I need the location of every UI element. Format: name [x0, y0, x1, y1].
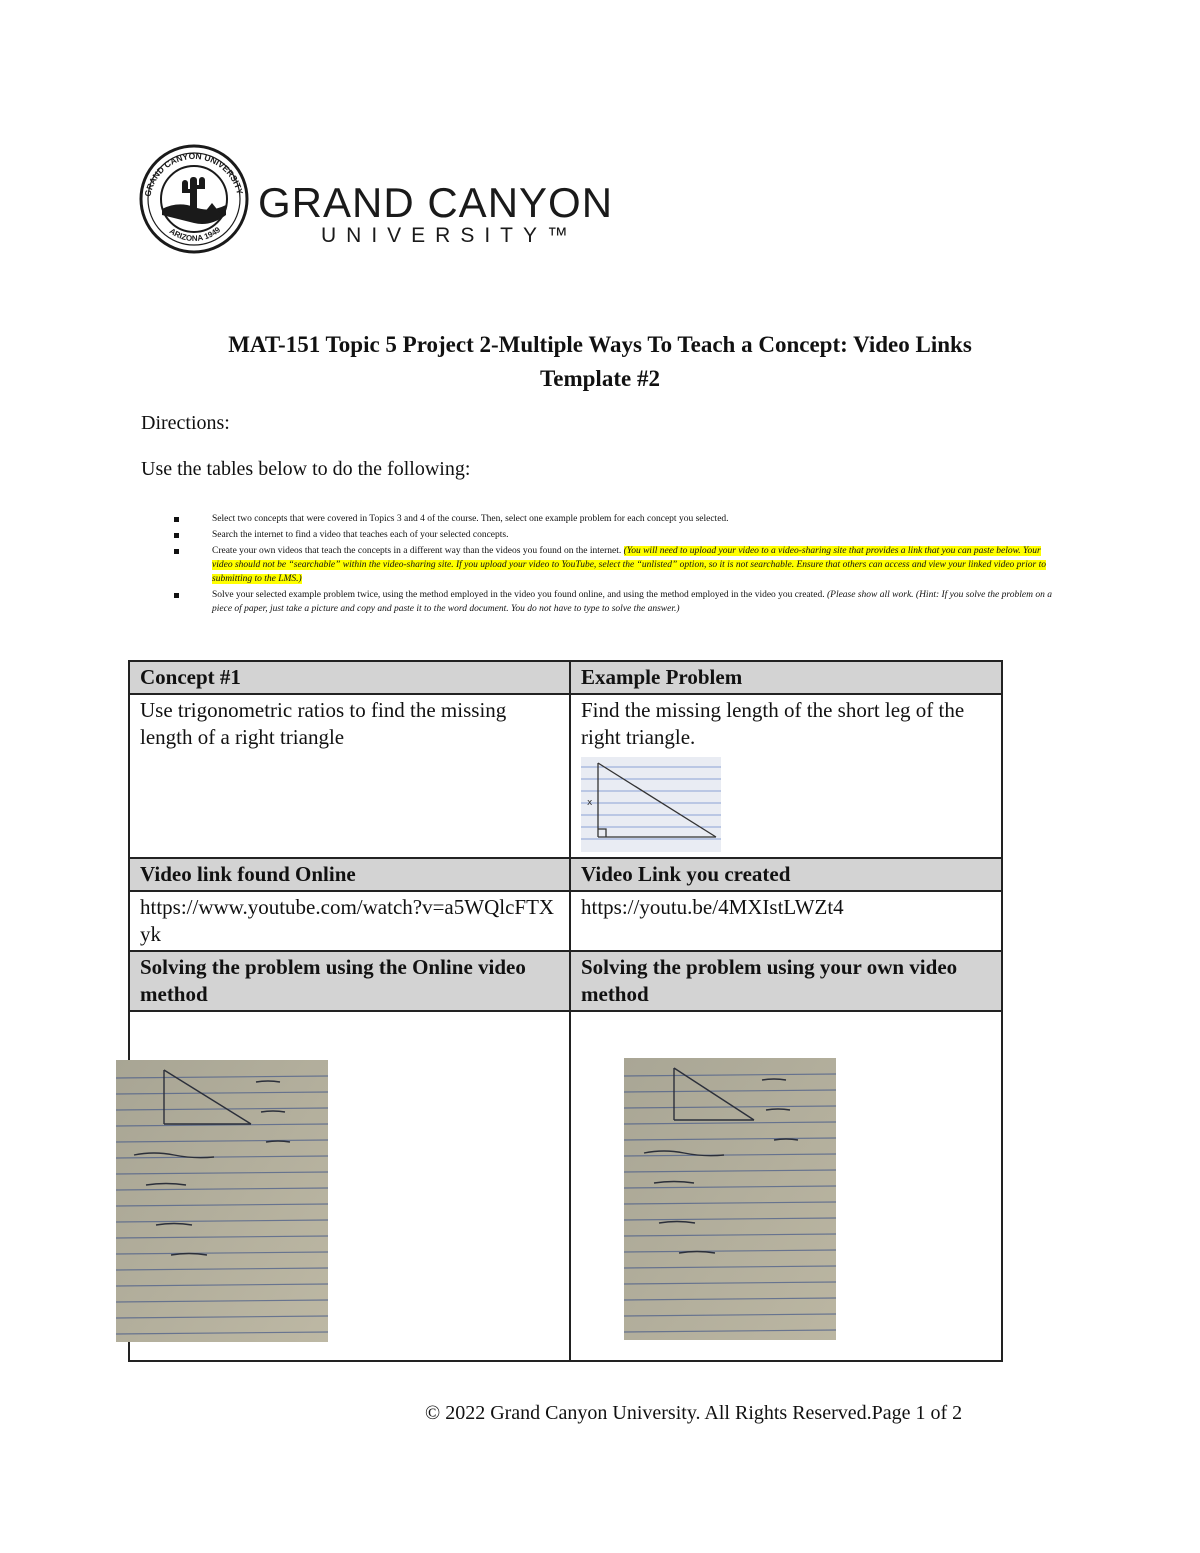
- list-item: Select two concepts that were covered in Topics 3 and 4 of the course. Then, select one example problem for each concept you selected.: [172, 512, 1062, 526]
- brand-name: GRAND CANYON: [258, 179, 614, 226]
- university-seal-icon: [138, 143, 250, 255]
- example-text: Find the missing length of the short leg of the right triangle.: [581, 698, 965, 749]
- video-created-header: Video Link you created: [570, 858, 1002, 891]
- directions-label: Directions:: [141, 412, 230, 434]
- work-note: (Please show all work. (Hint: If you solve the problem on a piece of paper, just take a picture and copy and paste it to the word document. You do not have to type to solve the answer.): [212, 590, 1052, 614]
- page-footer: © 2022 Grand Canyon University. All Rights Reserved.Page 1 of 2: [425, 1402, 963, 1424]
- title-line-1: MAT-151 Topic 5 Project 2-Multiple Ways To Teach a Concept: Video Links: [228, 332, 972, 357]
- video-online-header: Video link found Online: [129, 858, 570, 891]
- triangle-diagram-icon: [581, 757, 721, 852]
- title-line-2: Template #2: [540, 366, 660, 391]
- concept-header: Concept #1: [129, 661, 570, 694]
- list-item: Search the internet to find a video that teaches each of your selected concepts.: [172, 528, 1062, 542]
- svg-text:GRAND CANYON UNIVERSITY: GRAND CANYON UNIVERSITY: [142, 150, 246, 198]
- directions-list: [172, 512, 1062, 618]
- document-title: [130, 328, 1070, 396]
- example-header: Example Problem: [570, 661, 1002, 694]
- highlighted-note: (You will need to upload your video to a video-sharing site that provides a link that you can paste below. Your video should not be “searchable” within the video-sharing site. If you upload your video to YouTube, select the “unlisted” option, so it is not searchable. Ensure that others can access and view your linked video prior to submitting to the LMS.): [212, 546, 1046, 584]
- university-logo: [138, 143, 628, 253]
- online-method-work-photo: [116, 1060, 328, 1342]
- svg-text:ARIZONA 1949: ARIZONA 1949: [167, 225, 223, 244]
- own-method-work-photo: [624, 1058, 836, 1340]
- solve-online-header: Solving the problem using the Online video method: [129, 951, 570, 1011]
- list-item: Solve your selected example problem twice, using the method employed in the video you found online, and using the method employed in the video you created. (Please show all work. (Hint: If you solve the problem on a piece of paper, just take a picture and copy and paste it to the word document. You do not have to type to solve the answer.): [172, 588, 1062, 616]
- list-item: Create your own videos that teach the concepts in a different way than the videos you found on the internet. (You will need to upload your video to a video-sharing site that provides a link that you can paste below. Your video should not be “searchable” within the video-sharing site. If you upload your video to YouTube, select the “unlisted” option, so it is not searchable. Ensure that others can access and view your linked video prior to submitting to the LMS.): [172, 544, 1062, 586]
- video-online-link[interactable]: https://www.youtube.com/watch?v=a5WQlcFTXyk: [129, 891, 570, 951]
- bullet-icon: [174, 593, 179, 598]
- solve-own-header: Solving the problem using your own video method: [570, 951, 1002, 1011]
- instructions-text: Use the tables below to do the following:: [141, 458, 471, 480]
- bullet-icon: [174, 517, 179, 522]
- example-cell: [570, 694, 1002, 858]
- concept-text: Use trigonometric ratios to find the missing length of a right triangle: [129, 694, 570, 858]
- svg-text:x: x: [587, 798, 593, 808]
- bullet-icon: [174, 549, 179, 554]
- video-created-link[interactable]: https://youtu.be/4MXIstLWZt4: [570, 891, 1002, 951]
- bullet-icon: [174, 533, 179, 538]
- brand-subtitle: UNIVERSITY™: [321, 224, 579, 247]
